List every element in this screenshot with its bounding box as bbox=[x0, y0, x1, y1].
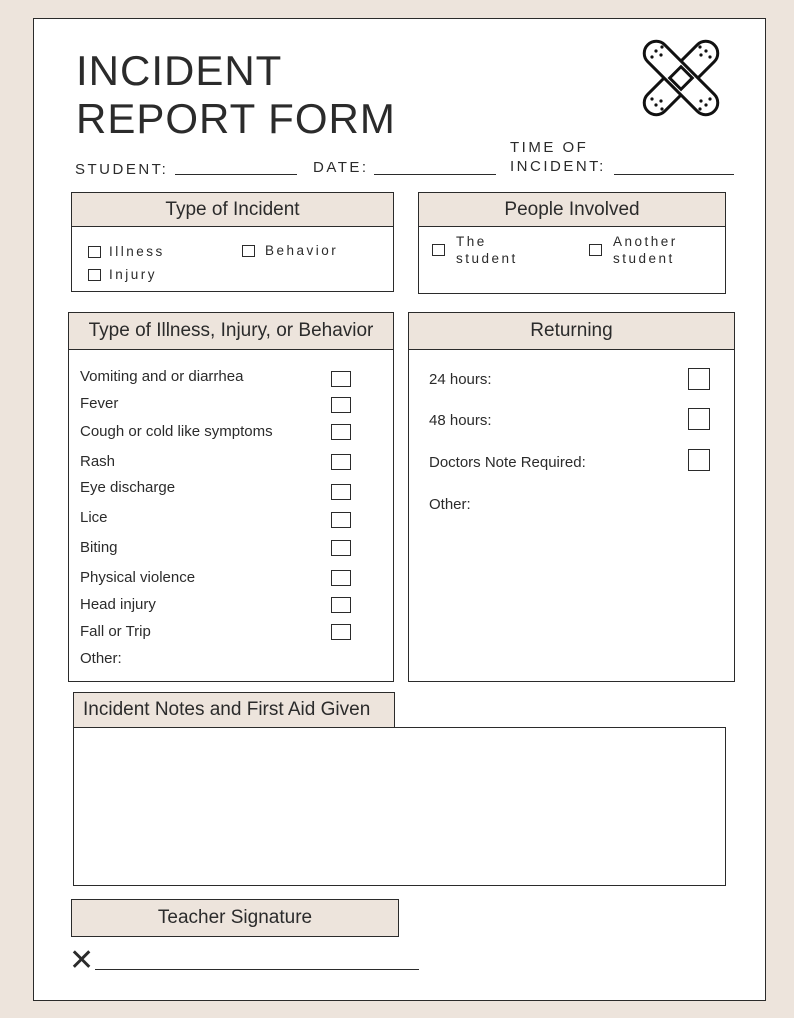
returning-item-checkbox[interactable] bbox=[688, 368, 710, 390]
signature-heading: Teacher Signature bbox=[71, 899, 399, 937]
illness-item-label: Fall or Trip bbox=[80, 623, 151, 640]
the-student-checkbox[interactable] bbox=[432, 244, 445, 256]
the-student-label bbox=[456, 233, 518, 267]
date-label: DATE: bbox=[313, 159, 369, 176]
time-label-line-1: TIME OF bbox=[510, 139, 589, 156]
returning-item-checkbox[interactable] bbox=[688, 449, 710, 471]
option-the-student[interactable] bbox=[432, 233, 518, 267]
illness-item-checkbox[interactable] bbox=[331, 624, 351, 640]
bandage-icon bbox=[636, 33, 726, 123]
notes-heading: Incident Notes and First Aid Given bbox=[73, 692, 395, 728]
another-student-checkbox[interactable] bbox=[589, 244, 602, 256]
illness-item-checkbox[interactable] bbox=[331, 570, 351, 586]
option-another-student[interactable] bbox=[589, 233, 678, 267]
illness-item-label: Cough or cold like symptoms bbox=[80, 423, 273, 440]
illness-item-label: Physical violence bbox=[80, 569, 196, 586]
option-injury[interactable] bbox=[88, 266, 157, 283]
form-sheet bbox=[33, 18, 766, 1001]
notes-textarea[interactable] bbox=[73, 727, 726, 886]
illness-label: Illness bbox=[109, 244, 165, 259]
time-label bbox=[510, 138, 606, 176]
illness-item-checkbox[interactable] bbox=[331, 597, 351, 613]
returning-item-label: Doctors Note Required: bbox=[429, 454, 586, 471]
illness-item-label: Fever bbox=[80, 395, 119, 412]
title-line-2: REPORT FORM bbox=[76, 95, 396, 142]
illness-item-checkbox[interactable] bbox=[331, 397, 351, 413]
signature-field[interactable] bbox=[95, 969, 419, 970]
returning-item-label: 48 hours: bbox=[429, 412, 492, 429]
another-student-label bbox=[613, 233, 678, 267]
title-line-1: INCIDENT bbox=[76, 47, 283, 94]
the-student-line-2: student bbox=[456, 251, 518, 266]
illness-item-checkbox[interactable] bbox=[331, 540, 351, 556]
option-behavior[interactable] bbox=[242, 242, 338, 259]
another-student-line-2: student bbox=[613, 251, 675, 266]
illness-item-checkbox[interactable] bbox=[331, 424, 351, 440]
illness-item-label: Rash bbox=[80, 453, 116, 470]
illness-item-label: Eye discharge bbox=[80, 479, 176, 496]
illness-checkbox[interactable] bbox=[88, 246, 101, 258]
student-field[interactable] bbox=[175, 174, 297, 175]
illness-item-checkbox[interactable] bbox=[331, 512, 351, 528]
signature-x-icon: ✕ bbox=[69, 944, 95, 977]
student-label: STUDENT: bbox=[75, 161, 169, 178]
time-field[interactable] bbox=[614, 174, 734, 175]
injury-label: Injury bbox=[109, 267, 158, 282]
illness-item-label: Lice bbox=[80, 509, 108, 526]
illness-item-checkbox[interactable] bbox=[331, 371, 351, 387]
illness-item-checkbox[interactable] bbox=[331, 454, 351, 470]
injury-checkbox[interactable] bbox=[88, 269, 101, 281]
returning-other-label: Other: bbox=[429, 496, 471, 513]
people-involved-heading: People Involved bbox=[418, 192, 726, 227]
illness-list-heading: Type of Illness, Injury, or Behavior bbox=[68, 312, 394, 350]
page-title bbox=[76, 47, 396, 143]
another-student-line-1: Another bbox=[613, 234, 678, 249]
behavior-label: Behavior bbox=[265, 243, 339, 258]
type-of-incident-heading: Type of Incident bbox=[71, 192, 394, 227]
illness-other-label: Other: bbox=[80, 650, 122, 667]
option-illness[interactable] bbox=[88, 243, 165, 260]
date-field[interactable] bbox=[374, 174, 496, 175]
illness-item-label: Vomiting and or diarrhea bbox=[80, 368, 244, 385]
returning-item-checkbox[interactable] bbox=[688, 408, 710, 430]
illness-item-checkbox[interactable] bbox=[331, 484, 351, 500]
illness-item-label: Biting bbox=[80, 539, 118, 556]
time-label-line-2: INCIDENT: bbox=[510, 158, 606, 175]
the-student-line-1: The bbox=[456, 234, 487, 249]
illness-item-label: Head injury bbox=[80, 596, 156, 613]
behavior-checkbox[interactable] bbox=[242, 245, 255, 257]
returning-heading: Returning bbox=[408, 312, 735, 350]
returning-item-label: 24 hours: bbox=[429, 371, 492, 388]
